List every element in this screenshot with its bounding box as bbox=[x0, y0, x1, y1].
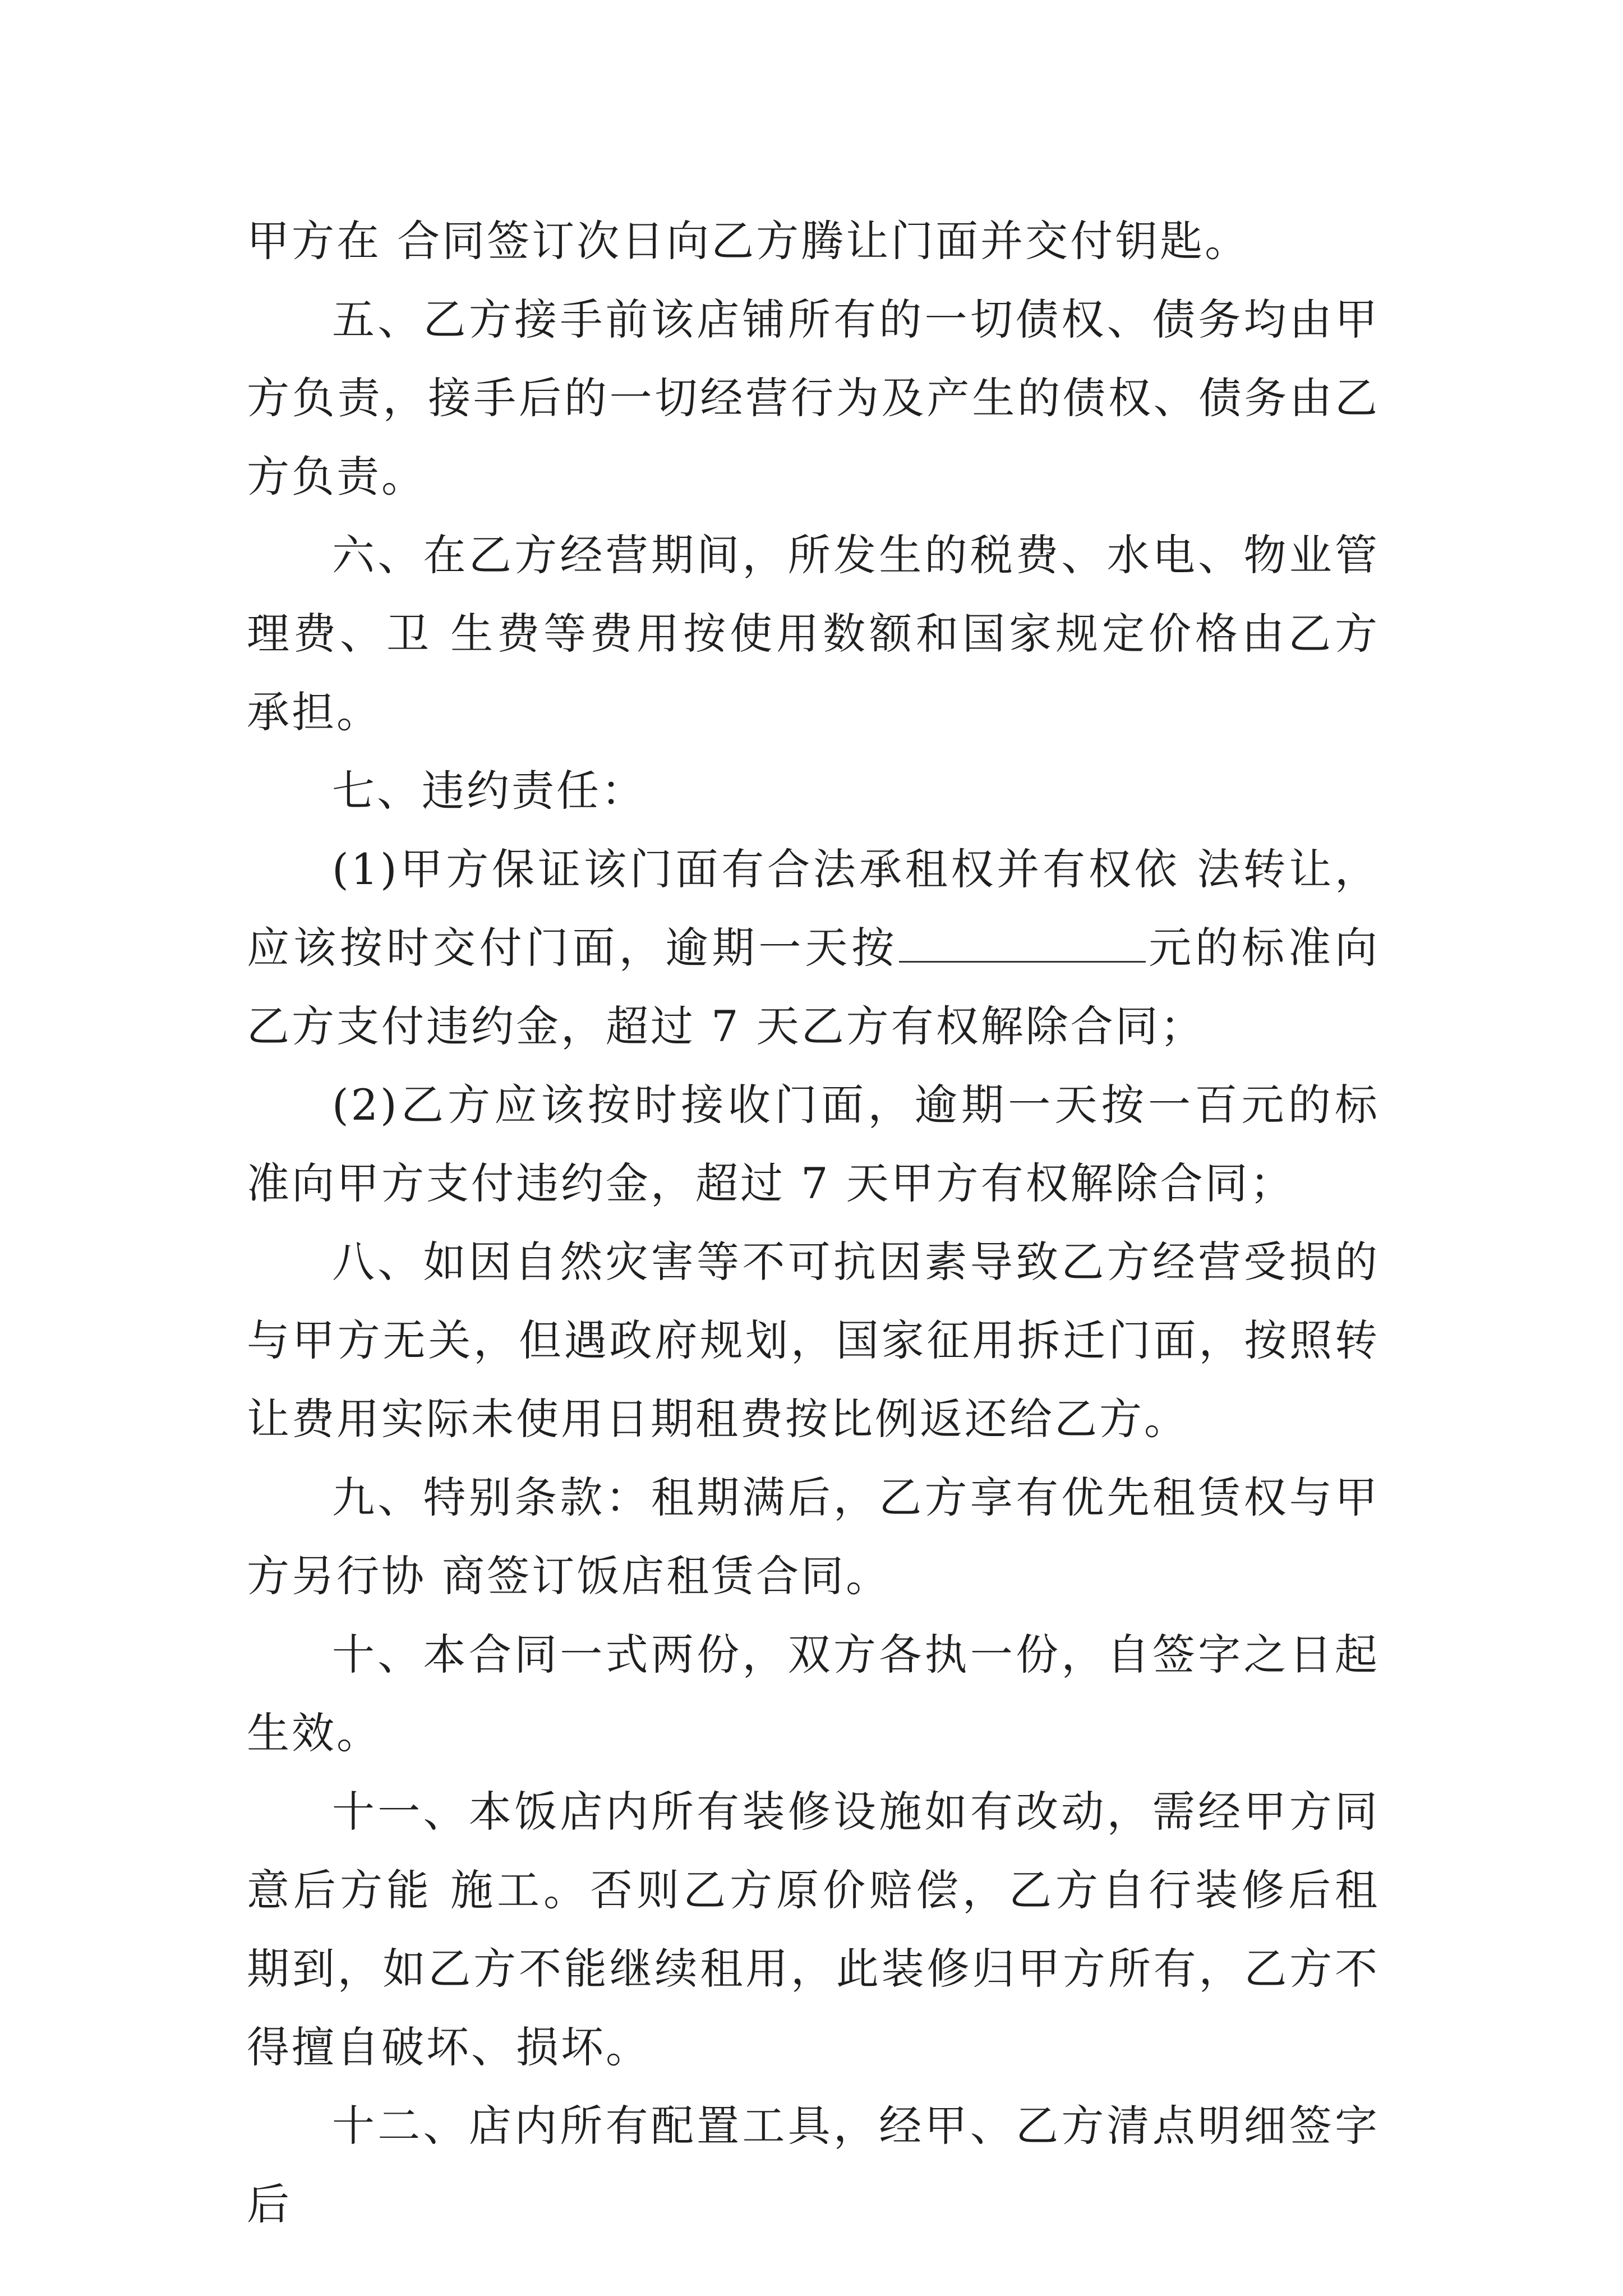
paragraph-clause-5: 五、乙方接手前该店铺所有的一切债权、债务均由甲方负责，接手后的一切经营行为及产生的债权、债务由乙方负责。 bbox=[247, 295, 1380, 501]
paragraph-clause-10: 十、本合同一式两份，双方各执一份，自签字之日起生效。 bbox=[247, 1630, 1380, 1758]
clause-7-1-text-before: (1)甲方保证该门面有合法承租权并有权依 法转让，应该按时交付门面，逾期一天按 bbox=[247, 844, 1380, 973]
paragraph-clause-6: 六、在乙方经营期间，所发生的税费、水电、物业管理费、卫 生费等费用按使用数额和国家规定价格由乙方承担。 bbox=[247, 530, 1380, 737]
paragraph-clause-8: 八、如因自然灾害等不可抗因素导致乙方经营受损的与甲方无关，但遇政府规划，国家征用拆迁门面，按照转让费用实际未使用日期租费按比例返还给乙方。 bbox=[247, 1237, 1380, 1444]
paragraph-clause-7-1 bbox=[247, 830, 1380, 1066]
paragraph-clause-7-heading: 七、违约责任： bbox=[332, 766, 646, 816]
paragraph-clause-9: 九、特别条款：租期满后，乙方享有优先租赁权与甲方另行协 商签订饭店租赁合同。 bbox=[247, 1473, 1380, 1601]
paragraph-continuation: 甲方在 合同签订次日向乙方腾让门面并交付钥匙。 bbox=[247, 216, 1250, 266]
clause-7-1-text-after: 元的标准向乙方支付违约金，超过 7 天乙方有权解除合同； bbox=[247, 923, 1380, 1051]
contract-body bbox=[247, 202, 1380, 2244]
penalty-amount-blank bbox=[899, 922, 1146, 963]
paragraph-clause-12: 十二、店内所有配置工具，经甲、乙方清点明细签字后 bbox=[247, 2101, 1380, 2229]
paragraph-clause-7-2: (2)乙方应该按时接收门面，逾期一天按一百元的标准向甲方支付违约金，超过 7 天甲方有权解除合同； bbox=[247, 1080, 1380, 1208]
paragraph-clause-11: 十一、本饭店内所有装修设施如有改动，需经甲方同意后方能 施工。否则乙方原价赔偿，乙方自行装修后租期到，如乙方不能继续租用，此装修归甲方所有，乙方不得擅自破坏、损坏。 bbox=[247, 1787, 1380, 2072]
